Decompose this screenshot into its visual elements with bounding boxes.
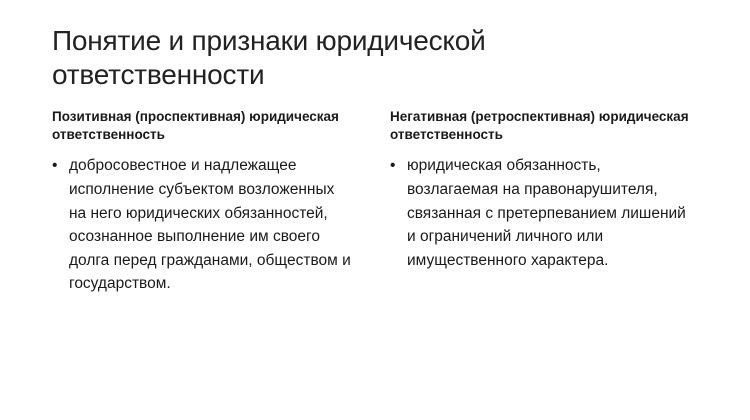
page-title: Понятие и признаки юридической ответственности [52,25,486,91]
column-positive [52,108,352,295]
column-negative-list [390,154,690,272]
column-negative-heading: Негативная (ретроспективная) юридическая ответственность [390,109,689,143]
column-positive-list [52,154,352,295]
list-item: • юридическая обязанность, возлагаемая на правонарушителя, связанная с претерпеванием лишений и ограничений личного или имущественного характера. [390,154,690,272]
content-columns [52,108,706,295]
column-positive-heading: Позитивная (проспективная) юридическая ответственность [52,109,339,143]
column-negative [390,108,690,272]
list-item: • добросовестное и надлежащее исполнение субъектом возложенных на него юридических обязанностей, осознанное выполнение им своего долга перед гражданами, обществом и государством. [52,154,352,295]
